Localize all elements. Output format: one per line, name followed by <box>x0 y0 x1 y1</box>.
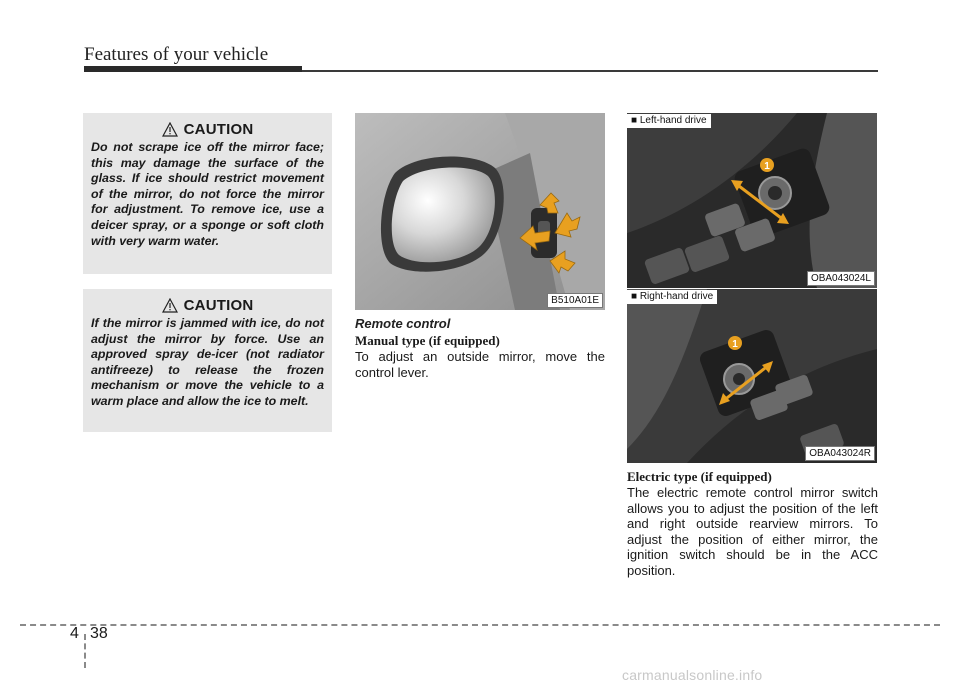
caution-box-jammed-mirror <box>83 289 332 432</box>
rhd-switch-figure <box>627 289 877 463</box>
manual-type-heading: Manual type (if equipped) <box>355 333 500 348</box>
figure-code: OBA043024R <box>805 446 875 461</box>
footer-divider <box>84 634 86 668</box>
caution-box-ice-scraping <box>83 113 332 274</box>
page-header-title: Features of your vehicle <box>84 44 269 65</box>
caution-title: CAUTION <box>183 121 254 138</box>
header-bar <box>84 66 302 72</box>
electric-type-heading: Electric type (if equipped) <box>627 469 772 484</box>
figure-code: OBA043024L <box>807 271 875 286</box>
callout-number: 1 <box>732 339 738 350</box>
footer-rule <box>20 624 940 626</box>
caution-title: CAUTION <box>183 297 254 314</box>
section-title: Remote control <box>355 316 451 331</box>
watermark-text: carmanualsonline.info <box>622 667 763 683</box>
caution-heading <box>91 121 324 138</box>
chapter-number: 4 <box>70 625 79 642</box>
caution-text: If the mirror is jammed with ice, do not adjust the mirror by force. Use an approved spray de-icer (not radiator antifreeze) to release the frozen mechanism or move the vehicle to a warm place and allow the ice to melt. <box>91 316 324 408</box>
caution-heading <box>91 297 324 314</box>
caution-text: Do not scrape ice off the mirror face; this may damage the surface of the glass. If ice should restrict movement of the mirror, do not force the mirror for adjustment. To remove ice, use a deicer spray, or a sponge or soft cloth with very warm water. <box>91 140 324 248</box>
warning-triangle-icon <box>162 298 178 313</box>
side-mirror-figure <box>355 113 605 310</box>
header-rule <box>302 70 878 72</box>
drive-label: ■ Right-hand drive <box>627 290 717 304</box>
page-number: 38 <box>90 625 108 642</box>
rhd-switch-illustration <box>627 289 877 463</box>
manual-type-text: To adjust an outside mirror, move the control lever. <box>355 349 605 380</box>
drive-label: ■ Left-hand drive <box>627 114 711 128</box>
figure-code: B510A01E <box>547 293 603 308</box>
lhd-switch-illustration <box>627 113 877 288</box>
warning-triangle-icon <box>162 122 178 137</box>
side-mirror-illustration <box>355 113 605 310</box>
electric-type-text: The electric remote control mirror switch allows you to adjust the position of the left and right outside rearview mirrors. To adjust the position of either mirror, the ignition switch should be in the ACC position. <box>627 485 878 578</box>
callout-number: 1 <box>764 161 770 172</box>
lhd-switch-figure <box>627 113 877 288</box>
